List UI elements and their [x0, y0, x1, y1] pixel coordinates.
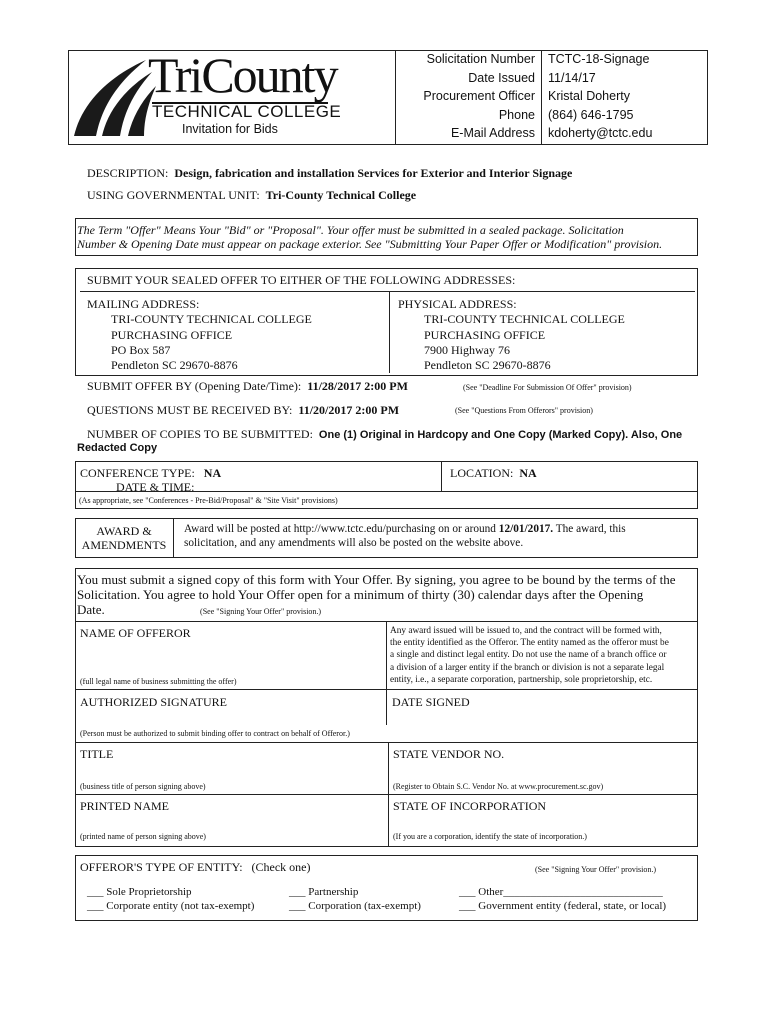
conference-type-line	[80, 466, 221, 480]
offer-term-line-1: The Term "Offer" Means Your "Bid" or "Proposal". Your offer must be submitted in a sealed package. Solicitation	[77, 223, 624, 237]
governmental-unit-line	[87, 188, 416, 202]
printed-name-note: (printed name of person signing above)	[80, 832, 206, 841]
mailing-line: TRI-COUNTY TECHNICAL COLLEGE	[111, 312, 312, 327]
signing-divider-1	[386, 621, 387, 725]
name-of-offeror-note: (full legal name of business submitting the offer)	[80, 677, 237, 686]
award-date: 12/01/2017.	[498, 523, 554, 535]
physical-line: Pendleton SC 29670-8876	[424, 358, 551, 373]
description-label: DESCRIPTION:	[87, 166, 169, 180]
entity-check-one: (Check one)	[251, 860, 311, 874]
award-entity-note-line: a single and distinct legal entity. Do not use the name of a branch office or	[390, 650, 667, 661]
questions-note: (See "Questions From Offerors" provision)	[455, 406, 593, 415]
college-logo	[72, 47, 392, 142]
entity-option-government[interactable]: ___ Government entity (federal, state, or local)	[459, 900, 667, 912]
signing-divider-2	[388, 742, 389, 847]
questions-line	[87, 403, 399, 417]
authorized-signature-field[interactable]	[78, 710, 383, 724]
header-labels	[398, 50, 535, 143]
value-phone: (864) 646-1795	[548, 107, 634, 122]
signing-intro-line-2: Solicitation. You agree to hold Your Offer open for a minimum of thirty (30) calendar days after the Opening	[77, 587, 644, 602]
authorized-signature-note: (Person must be authorized to submit binding offer to contract on behalf of Offeror.)	[80, 729, 350, 738]
signing-rule-3	[75, 742, 698, 743]
award-text	[184, 522, 626, 550]
conference-location-value: NA	[519, 466, 537, 480]
physical-line: PURCHASING OFFICE	[424, 327, 546, 342]
header-divider-2	[541, 50, 542, 145]
value-email[interactable]: kdoherty@tctc.edu	[548, 126, 653, 141]
conference-note: (As appropriate, see "Conferences - Pre-Bid/Proposal" & "Site Visit" provisions)	[79, 496, 338, 505]
submit-heading: SUBMIT YOUR SEALED OFFER TO EITHER OF THE FOLLOWING ADDRESSES:	[87, 273, 516, 287]
award-entity-note-line: the entity identified as the Offeror. The entity named as the offeror must be	[390, 638, 669, 649]
value-procurement-officer: Kristal Doherty	[548, 89, 630, 104]
date-signed-label: DATE SIGNED	[392, 695, 470, 709]
physical-address-label: PHYSICAL ADDRESS:	[398, 297, 517, 311]
label-solicitation-number: Solicitation Number	[426, 52, 535, 66]
award-text-line-2: solicitation, and any amendments will also be posted on the website above.	[184, 537, 524, 549]
conference-type-label: CONFERENCE TYPE:	[80, 466, 195, 480]
entity-heading-line	[80, 860, 311, 874]
submit-by-label: SUBMIT OFFER BY (Opening Date/Time):	[87, 379, 302, 393]
mailing-line: PO Box 587	[111, 342, 171, 357]
header-divider-1	[395, 50, 396, 145]
title-note: (business title of person signing above)	[80, 782, 206, 791]
submit-by-note: (See "Deadline For Submission Of Offer" provision)	[463, 383, 632, 392]
name-of-offeror-label: NAME OF OFFEROR	[80, 626, 191, 640]
mailing-address-block	[87, 297, 312, 373]
governmental-unit-value: Tri-County Technical College	[265, 188, 417, 202]
header-values	[548, 50, 706, 143]
description-line	[87, 166, 572, 180]
award-entity-note-line: Any award issued will be issued to, and the contract will be formed with,	[390, 626, 662, 636]
entity-option-corporate[interactable]: ___ Corporate entity (not tax-exempt)	[87, 900, 255, 912]
award-text-part: The award, this	[555, 523, 626, 535]
signing-intro	[77, 572, 676, 617]
value-solicitation-number: TCTC-18-Signage	[548, 52, 650, 66]
questions-label: QUESTIONS MUST BE RECEIVED BY:	[87, 403, 293, 417]
award-label-line-1: AWARD &	[96, 524, 152, 538]
state-of-incorporation-note: (If you are a corporation, identify the state of incorporation.)	[393, 832, 587, 841]
printed-name-label: PRINTED NAME	[80, 799, 169, 813]
submit-by-line	[87, 379, 408, 393]
conference-datetime-label: DATE & TIME:	[116, 480, 195, 494]
state-of-incorporation-field[interactable]	[391, 814, 695, 830]
questions-value: 11/20/2017 2:00 PM	[298, 403, 400, 417]
conference-location-line	[450, 466, 537, 480]
governmental-unit-label: USING GOVERNMENTAL UNIT:	[87, 188, 260, 202]
submit-heading-rule	[80, 291, 695, 292]
conference-divider	[441, 461, 442, 491]
award-entity-note	[390, 625, 696, 686]
state-vendor-field[interactable]	[391, 762, 695, 778]
authorized-signature-label: AUTHORIZED SIGNATURE	[80, 695, 227, 709]
physical-line: TRI-COUNTY TECHNICAL COLLEGE	[424, 312, 625, 327]
submit-by-value: 11/28/2017 2:00 PM	[307, 379, 408, 393]
mailing-line: PURCHASING OFFICE	[111, 327, 233, 342]
award-entity-note-line: a division of a larger entity if the branch or division is not a separate legal	[390, 662, 665, 673]
label-date-issued: Date Issued	[468, 70, 535, 85]
entity-heading: OFFEROR'S TYPE OF ENTITY:	[80, 860, 243, 874]
logo-subtitle: TECHNICAL COLLEGE	[152, 102, 342, 121]
entity-option-corporation-tax-exempt[interactable]: ___ Corporation (tax-exempt)	[289, 900, 421, 912]
label-phone: Phone	[498, 107, 535, 122]
conference-location-label: LOCATION:	[450, 466, 514, 480]
entity-note: (See "Signing Your Offer" provision.)	[535, 865, 657, 874]
award-label	[75, 524, 173, 552]
award-label-line-2: AMENDMENTS	[81, 538, 167, 552]
copies-value: One (1) Original in Hardcopy and One Copy (Marked Copy). Also, One	[318, 429, 683, 441]
date-signed-field[interactable]	[390, 710, 695, 724]
signing-note: (See "Signing Your Offer" provision.)	[200, 607, 322, 616]
name-of-offeror-field[interactable]	[78, 642, 383, 674]
state-of-incorporation-label: STATE OF INCORPORATION	[393, 799, 547, 813]
state-vendor-note: (Register to Obtain S.C. Vendor No. at www.procurement.sc.gov)	[393, 782, 604, 791]
title-field[interactable]	[78, 762, 383, 778]
entity-option-other[interactable]: ___ Other_____________________________	[459, 886, 663, 898]
physical-line: 7900 Highway 76	[424, 342, 510, 357]
printed-name-field[interactable]	[78, 814, 383, 830]
state-vendor-label: STATE VENDOR NO.	[393, 747, 505, 761]
entity-option-partnership[interactable]: ___ Partnership	[289, 886, 359, 898]
submit-column-divider	[389, 291, 390, 373]
mailing-line: Pendleton SC 29670-8876	[111, 358, 238, 373]
offer-term-text	[77, 223, 699, 251]
logo-wordmark: TriCounty	[148, 47, 337, 103]
entity-option-sole-proprietorship[interactable]: ___ Sole Proprietorship	[87, 886, 192, 898]
award-text-part: Award will be posted at http://www.tctc.edu/purchasing on or around	[184, 523, 496, 535]
award-entity-note-line: entity, i.e., a separate corporation, partnership, sole proprietorship, etc.	[390, 674, 653, 685]
offer-term-line-2: Number & Opening Date must appear on package exterior. See "Submitting Your Paper Offer or Modification" provision.	[77, 237, 663, 251]
conference-type-value: NA	[203, 466, 222, 480]
physical-address-block	[398, 297, 625, 373]
label-procurement-officer: Procurement Officer	[423, 89, 535, 104]
label-email: E-Mail Address	[450, 126, 535, 141]
copies-label: NUMBER OF COPIES TO BE SUBMITTED:	[87, 427, 313, 441]
mailing-address-label: MAILING ADDRESS:	[87, 297, 200, 311]
copies-line	[87, 427, 682, 442]
title-label: TITLE	[80, 747, 114, 761]
description-value: Design, fabrication and installation Services for Exterior and Interior Signage	[174, 166, 573, 180]
signing-rule-4	[75, 794, 698, 795]
signing-intro-line-1: You must submit a signed copy of this form with Your Offer. By signing, you agree to be bound by the terms of the	[77, 572, 676, 587]
award-divider	[173, 518, 174, 558]
form-title: Invitation for Bids	[182, 122, 278, 136]
signing-intro-line-3: Date.	[77, 602, 105, 617]
copies-value-continued: Redacted Copy	[77, 442, 158, 454]
value-date-issued: 11/14/17	[548, 70, 596, 85]
